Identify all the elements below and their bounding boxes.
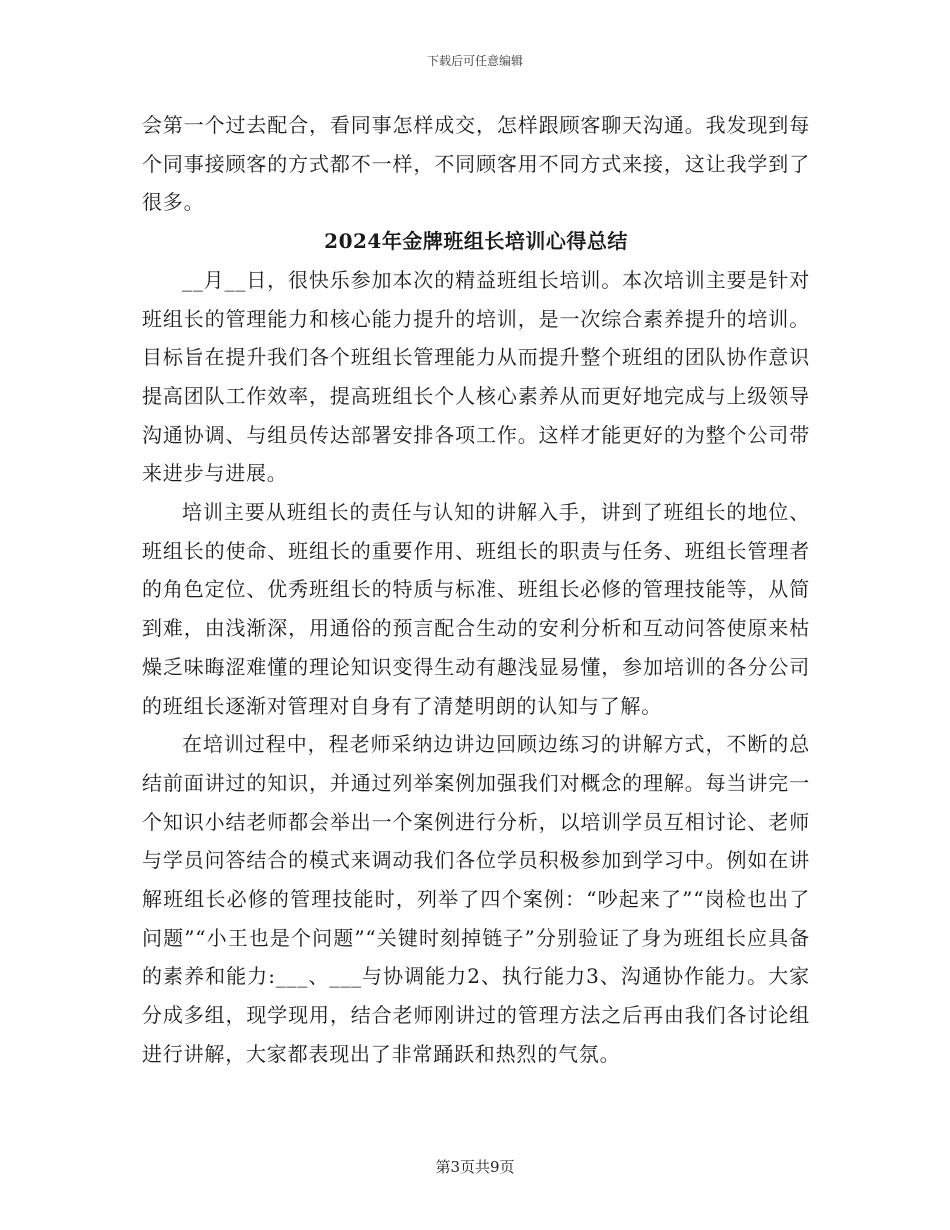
page-number: 第3页共9页 bbox=[435, 1158, 515, 1176]
section-title: 2024年金牌班组长培训心得总结 bbox=[324, 229, 628, 254]
document-body bbox=[142, 106, 810, 1074]
body-paragraph-3: 在培训过程中，程老师采纳边讲边回顾边练习的讲解方式，不断的总结前面讲过的知识，并通过列举案例加强我们对概念的理解。每当讲完一个知识小结老师都会举出一个案例进行分析，以培训学员互相讨论、老师与学员问答结合的模式来调动我们各位学员积极参加到学习中。例如在讲解班组长必修的管理技能时，列举了四个案例：“吵起来了”“岗检也出了问题”“小王也是个问题”“关键时刻掉链子”分别验证了身为班组长应具备的素养和能力:___、___与协调能力2、执行能力3、沟通协作能力。大家分成多组，现学现用，结合老师刚讲过的管理方法之后再由我们各讨论组进行讲解，大家都表现出了非常踊跃和热烈的气氛。 bbox=[142, 732, 810, 1066]
body-paragraph-2: 培训主要从班组长的责任与认知的讲解入手，讲到了班组长的地位、班组长的使命、班组长的重要作用、班组长的职责与任务、班组长管理者的角色定位、优秀班组长的特质与标准、班组长必修的管理技能等，从简到难，由浅渐深，用通俗的预言配合生动的安利分析和互动问答使原来枯燥乏味晦涩难懂的理论知识变得生动有趣浅显易懂，参加培训的各分公司的班组长逐渐对管理对自身有了清楚明朗的认知与了解。 bbox=[142, 500, 810, 718]
continuation-paragraph: 会第一个过去配合，看同事怎样成交，怎样跟顾客聊天沟通。我发现到每个同事接顾客的方式都不一样，不同顾客用不同方式来接，这让我学到了很多。 bbox=[142, 113, 810, 215]
body-paragraph-1: __月__日，很快乐参加本次的精益班组长培训。本次培训主要是针对班组长的管理能力和核心能力提升的培训，是一次综合素养提升的培训。目标旨在提升我们各个班组长管理能力从而提升整个班组的团队协作意识提高团队工作效率，提高班组长个人核心素养从而更好地完成与上级领导沟通协调、与组员传达部署安排各项工作。这样才能更好的为整个公司带来进步与进展。 bbox=[142, 267, 810, 486]
page-header-note: 下载后可任意编辑 bbox=[426, 54, 523, 68]
